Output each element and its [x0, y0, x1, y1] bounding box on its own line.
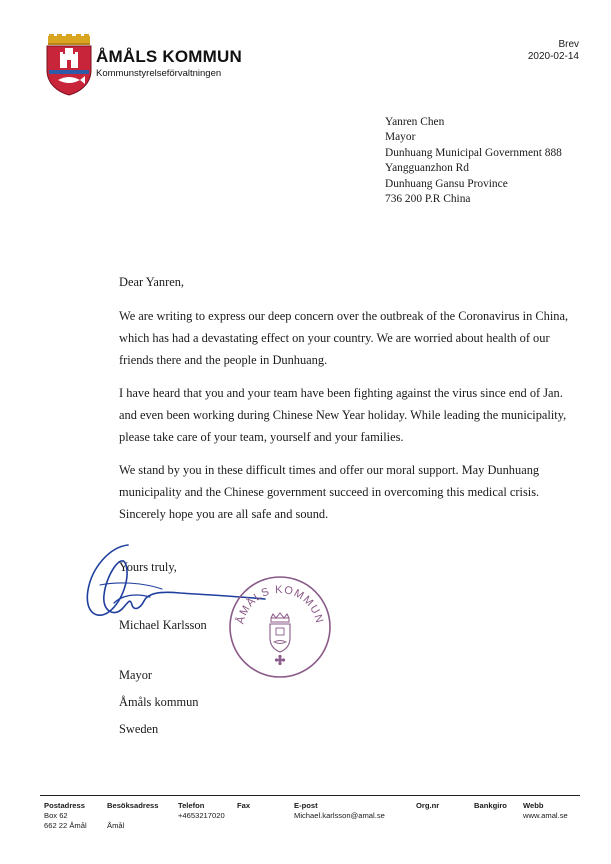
- signer-name: Michael Karlsson: [119, 618, 207, 632]
- org-name: ÅMÅLS KOMMUN: [96, 47, 242, 66]
- recipient-line: 736 200 P.R China: [385, 193, 471, 206]
- document-date: 2020-02-14: [527, 51, 579, 62]
- footer-column-fax: [237, 801, 250, 811]
- footer-heading: Telefon: [178, 801, 205, 810]
- footer-column-email: [294, 801, 385, 821]
- municipal-stamp: [225, 572, 335, 682]
- body-paragraph: We stand by you in these difficult times and offer our moral support. May Dunhuang municipality and the Chinese government succeed in overcoming this medical crisis. Sincerely hope you are all safe and sound.: [119, 463, 540, 521]
- footer-column-phone: [178, 801, 225, 821]
- closing: Yours truly,: [119, 560, 177, 574]
- recipient-address: [385, 115, 562, 207]
- footer-column-web: [523, 801, 568, 821]
- footer-column-postal: [44, 801, 87, 831]
- footer-heading: Postadress: [44, 801, 85, 810]
- footer-column-orgnr: [416, 801, 439, 811]
- recipient-line: Dunhuang Gansu Province: [385, 177, 508, 190]
- signer-country: Sweden: [119, 722, 159, 736]
- recipient-line: Mayor: [385, 131, 416, 144]
- body-paragraph: I have heard that you and your team have been fighting against the virus since end of Jan. and even been working during Chinese New Year holiday. While leading the municipality, please take care of your team, yourself and your families.: [119, 386, 567, 444]
- signer-organization: Åmåls kommun: [119, 695, 199, 709]
- footer-column-bankgiro: [474, 801, 507, 811]
- department-name: Kommunstyrelseförvaltningen: [96, 68, 222, 79]
- coat-of-arms-logo: [44, 34, 94, 96]
- recipient-line: Yanren Chen: [385, 116, 445, 128]
- body-paragraph: We are writing to express our deep concern over the outbreak of the Coronavirus in China, which has had a devastating effect on your country. We are worried about health of our friends there and the people in Dunhuang.: [119, 309, 569, 367]
- signer-title: Mayor: [119, 668, 153, 682]
- recipient-line: Dunhuang Municipal Government 888: [385, 146, 562, 159]
- footer-heading: Webb: [523, 801, 544, 810]
- footer-value: www.amal.se: [523, 811, 568, 820]
- footer-heading: Fax: [237, 801, 251, 810]
- footer-heading: Org.nr: [416, 801, 440, 810]
- salutation: Dear Yanren,: [119, 275, 185, 289]
- footer-divider: [40, 795, 580, 796]
- footer-heading: Bankgiro: [474, 801, 507, 810]
- footer-value: Box 62: [44, 811, 68, 820]
- footer-value: Åmål: [107, 821, 125, 830]
- recipient-line: Yangguanzhon Rd: [385, 162, 469, 175]
- footer-value: Michael.karlsson@amal.se: [294, 811, 385, 820]
- footer-heading: Besöksadress: [107, 801, 159, 810]
- document-type: Brev: [558, 39, 579, 50]
- footer-heading: E-post: [294, 801, 318, 810]
- coat-of-arms-icon: [44, 34, 94, 96]
- footer-value: +4653217020: [178, 811, 225, 820]
- footer-value: 662 22 Åmål: [44, 821, 87, 830]
- stamp-text: ÅMÅLS KOMMUN: [234, 583, 326, 626]
- footer-column-visiting: [107, 801, 159, 831]
- footer-value: [107, 811, 159, 821]
- stamp-seal-icon: [225, 572, 335, 682]
